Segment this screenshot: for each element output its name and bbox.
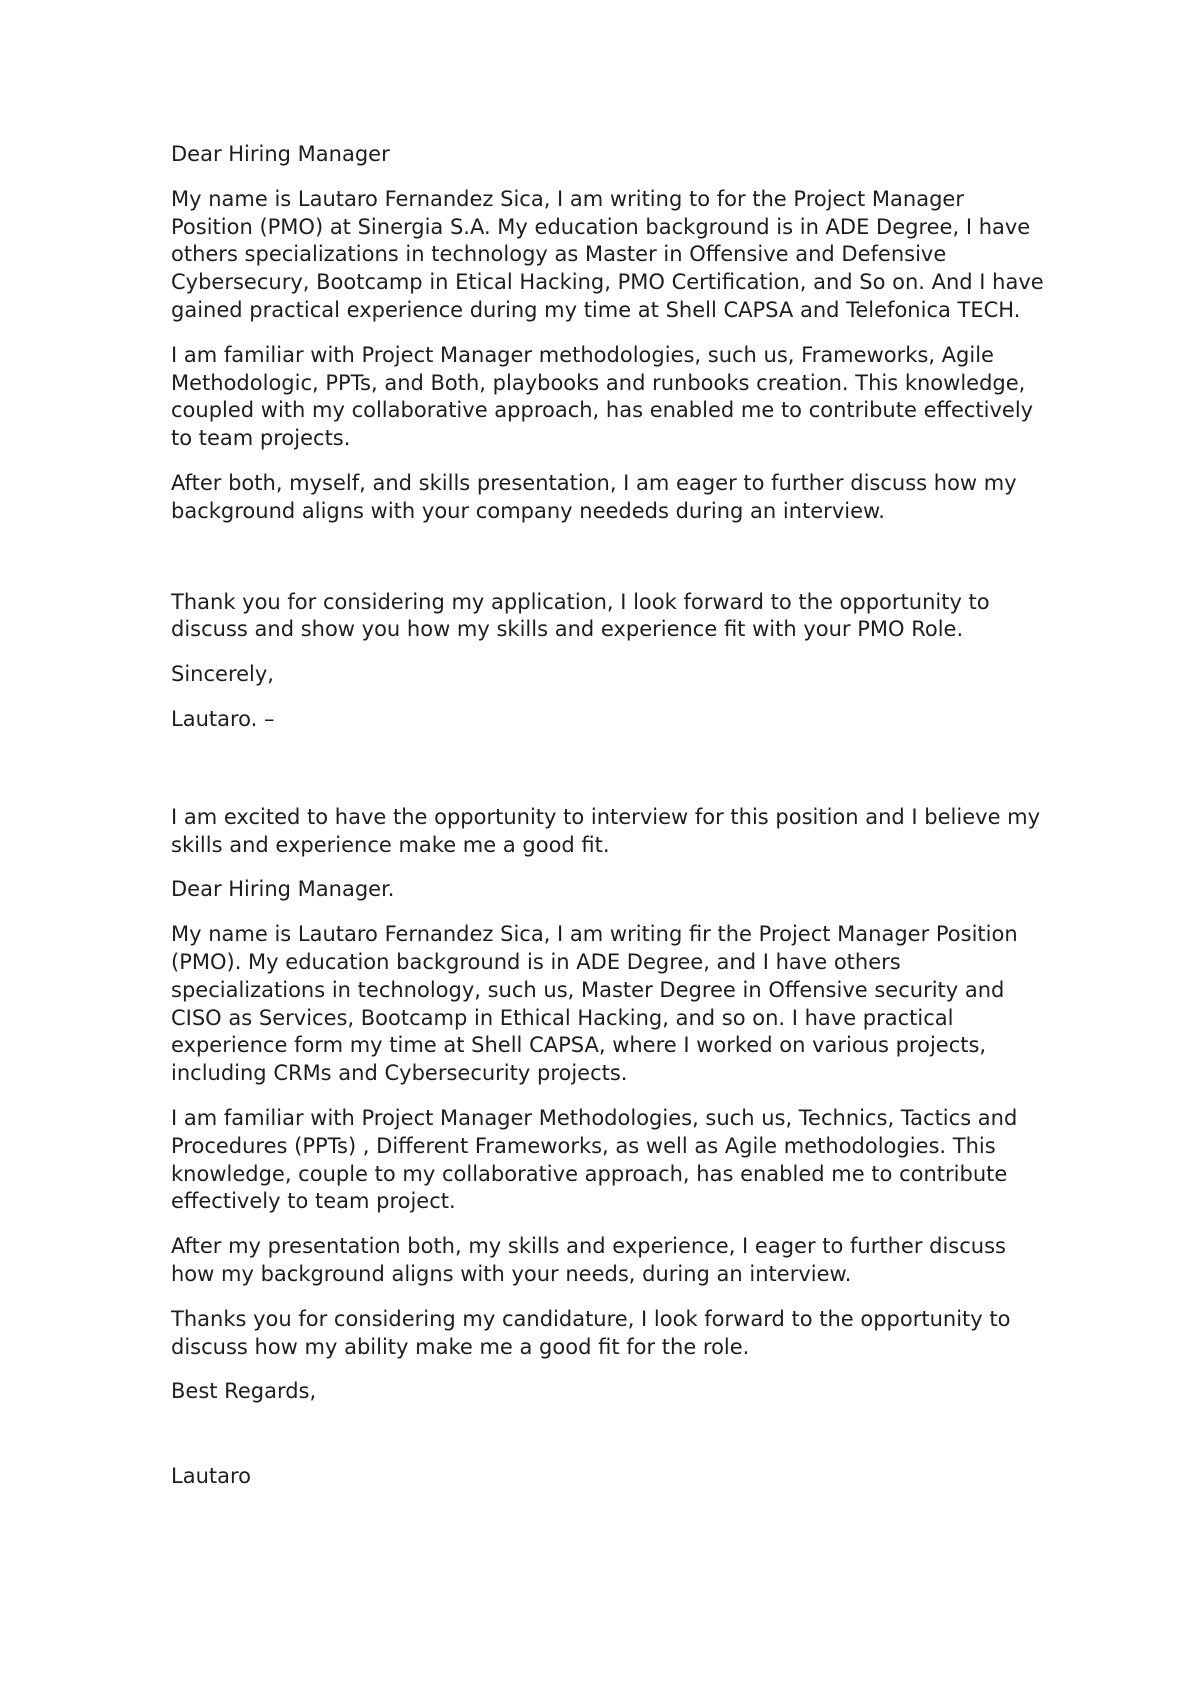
paragraph-introduction-second: My name is Lautaro Fernandez Sica, I am writing fir the Project Manager Position (PMO). My education background is in ADE Degree, and I have others specializations in technology, such us, Master Degree in Offensive security and CISO as Services, Bootcamp in Ethical Hacking, and so on. I have practical experience form my time at Shell CAPSA, where I worked on various projects, including CRMs and Cybersecurity projects. (171, 922, 1018, 1086)
paragraph-thanks-second: Thanks you for considering my candidature, I look forward to the opportunity to discuss how my ability make me a good fit for the role. (171, 1306, 1011, 1359)
paragraph-interview: After both, myself, and skills presentation, I am eager to further discuss how my background aligns with your company neededs during an interview. (171, 470, 1017, 523)
paragraph-interview-second: After my presentation both, my skills and experience, I eager to further discuss how my background aligns with your needs, during an interview. (171, 1234, 1006, 1286)
letter-body (171, 141, 1051, 1508)
signature-second: Lautaro (171, 1464, 252, 1489)
paragraph-methodologies: I am familiar with Project Manager methodologies, such us, Frameworks, Agile Methodologic, PPTs, and Both, playbooks and runbooks creation. This knowledge, coupled with my collaborative approach, has enabled me to contribute effectively to team projects. (171, 342, 1034, 451)
paragraph-excited: I am excited to have the opportunity to interview for this position and I believe my skills and experience make me a good fit. (171, 804, 1041, 857)
paragraph-methodologies-second: I am familiar with Project Manager Methodologies, such us, Technics, Tactics and Procedures (PPTs) , Different Frameworks, as well as Agile methodologies. This knowledge, couple to my collaborative approach, has enabled me to contribute effectively to team project. (171, 1105, 1018, 1214)
closing: Sincerely, (171, 662, 274, 687)
signature: Lautaro. – (171, 706, 275, 731)
salutation-second: Dear Hiring Manager. (171, 877, 395, 902)
closing-second: Best Regards, (171, 1379, 317, 1404)
paragraph-thanks: Thank you for considering my application, I look forward to the opportunity to discuss and show you how my skills and experience fit with your PMO Role. (171, 589, 990, 642)
paragraph-introduction: My name is Lautaro Fernandez Sica, I am writing to for the Project Manager Position (PMO) at Sinergia S.A. My education background is in ADE Degree, I have others specializations in technology as Master in Offensive and Defensive Cybersecury, Bootcamp in Etical Hacking, PMO Certification, and So on. And I have gained practical experience during my time at Shell CAPSA and Telefonica TECH. (171, 186, 1044, 322)
salutation: Dear Hiring Manager (171, 142, 390, 166)
